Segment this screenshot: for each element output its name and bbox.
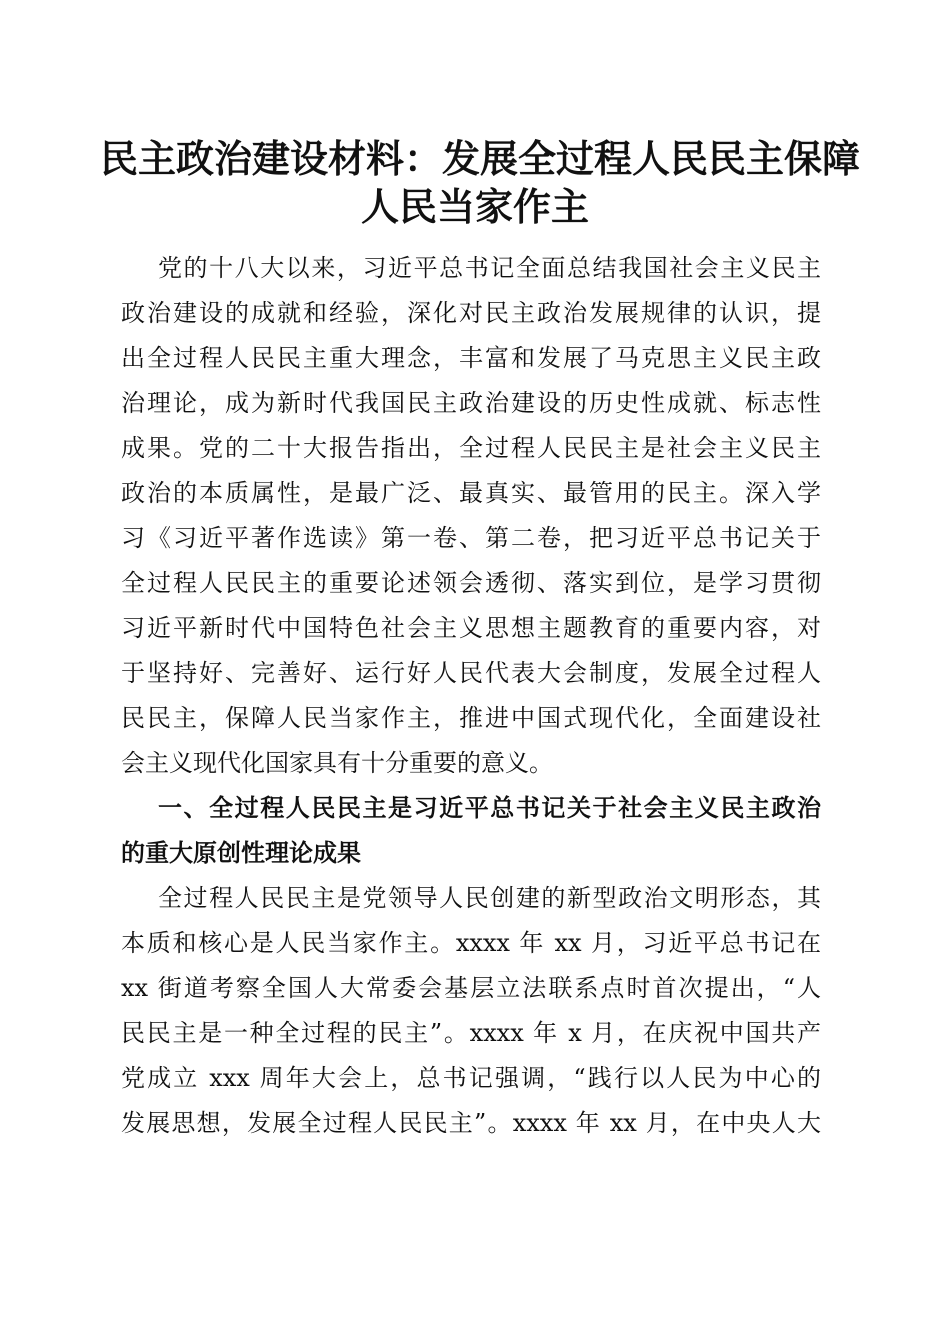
document-title-line-2: 人民当家作主 [360,184,589,229]
paragraph-1-line: 会主义现代化国家具有十分重要的意义。 [121,749,553,777]
paragraph-1-line: 政治的本质属性，是最广泛、最真实、最管用的民主。深入学 [121,479,821,507]
paragraph-1-line: 习《习近平著作选读》第一卷、第二卷，把习近平总书记关于 [121,524,821,552]
paragraph-2-line: 全过程人民民主是党领导人民创建的新型政治文明形态，其 [158,884,821,912]
paragraph-1-line: 成果。党的二十大报告指出，全过程人民民主是社会主义民主 [121,434,821,462]
paragraph-2-line: xx 街道考察全国人大常委会基层立法联系点时首次提出，“人 [121,974,821,1002]
paragraph-1-line: 全过程人民民主的重要论述领会透彻、落实到位，是学习贯彻 [121,569,821,597]
paragraph-2-line: 本质和核心是人民当家作主。xxxx 年 xx 月，习近平总书记在 [121,929,821,957]
section-heading-line: 的重大原创性理论成果 [121,839,361,867]
paragraph-2-line: 党成立 xxx 周年大会上，总书记强调，“践行以人民为中心的 [121,1064,821,1092]
paragraph-2-line: 发展思想，发展全过程人民民主”。xxxx 年 xx 月，在中央人大 [121,1109,821,1137]
section-heading-line: 一、全过程人民民主是习近平总书记关于社会主义民主政治 [158,794,821,822]
paragraph-1-line: 出全过程人民民主重大理念，丰富和发展了马克思主义民主政 [121,344,821,372]
document-title-line-1: 民主政治建设材料：发展全过程人民民主保障 [100,136,861,181]
paragraph-2-line: 民民主是一种全过程的民主”。xxxx 年 x 月，在庆祝中国共产 [121,1019,821,1047]
paragraph-1-line: 政治建设的成就和经验，深化对民主政治发展规律的认识，提 [121,299,821,327]
paragraph-1-line: 于坚持好、完善好、运行好人民代表大会制度，发展全过程人 [121,659,821,687]
paragraph-1-line: 民民主，保障人民当家作主，推进中国式现代化，全面建设社 [121,704,821,732]
paragraph-1-line: 习近平新时代中国特色社会主义思想主题教育的重要内容，对 [121,614,821,642]
paragraph-1-line: 治理论，成为新时代我国民主政治建设的历史性成就、标志性 [121,389,821,417]
paragraph-1-line: 党的十八大以来，习近平总书记全面总结我国社会主义民主 [158,254,821,282]
